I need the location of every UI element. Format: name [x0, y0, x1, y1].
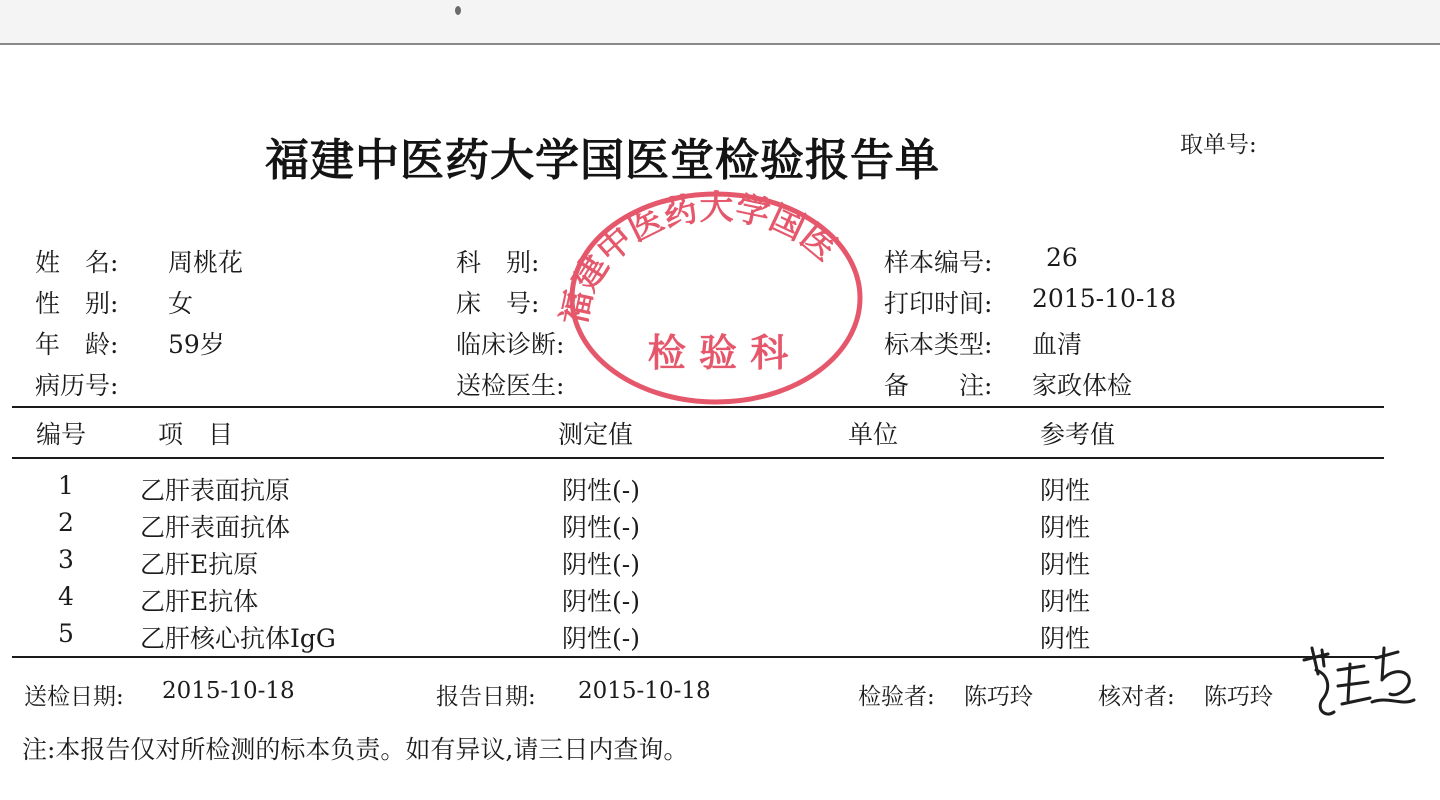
checker-label: 核对者: — [1098, 684, 1175, 710]
referring-doctor-label: 送检医生: — [456, 371, 565, 400]
sample-number-label: 样本编号: — [884, 248, 993, 277]
row-reference: 阴性 — [1040, 587, 1091, 616]
sample-type-label: 标本类型: — [884, 330, 993, 359]
col-header-number: 编号 — [36, 420, 87, 449]
lab-seal-stamp — [548, 180, 868, 410]
table-top-rule — [12, 406, 1384, 408]
bed-number-label: 床 号: — [456, 289, 540, 318]
report-date-label: 报告日期: — [436, 684, 536, 710]
row-value: 阴性(-) — [562, 587, 640, 616]
print-time-value: 2015-10-18 — [1032, 284, 1177, 313]
patient-sex-label: 性 别: — [35, 289, 119, 318]
patient-sex-value: 女 — [168, 289, 194, 318]
medical-record-label: 病历号: — [35, 371, 119, 400]
patient-age-value: 59岁 — [168, 330, 225, 359]
scan-top-band — [0, 0, 1440, 44]
tester-label: 检验者: — [858, 684, 935, 710]
seal-center-text: 检 验 科 — [647, 330, 789, 375]
seal-ring-textpath: 福建中医药大学国医 — [554, 187, 845, 329]
handwritten-signature — [1298, 640, 1418, 730]
send-date-label: 送检日期: — [24, 684, 124, 710]
row-value: 阴性(-) — [562, 550, 640, 579]
row-item: 乙肝表面抗体 — [140, 513, 291, 542]
row-reference: 阴性 — [1040, 513, 1091, 542]
row-number: 5 — [58, 619, 74, 648]
col-header-item: 项 目 — [158, 420, 234, 449]
row-reference: 阴性 — [1040, 624, 1091, 653]
send-date-value: 2015-10-18 — [162, 678, 295, 704]
receipt-number-label: 取单号: — [1180, 132, 1257, 158]
col-header-value: 测定值 — [558, 420, 634, 449]
row-number: 3 — [58, 545, 74, 574]
report-title: 福建中医药大学国医堂检验报告单 — [265, 135, 940, 186]
table-bottom-rule — [12, 656, 1384, 658]
scan-speck — [455, 6, 461, 15]
row-reference: 阴性 — [1040, 550, 1091, 579]
seal-ring-text — [554, 188, 844, 329]
report-date-value: 2015-10-18 — [578, 678, 711, 704]
remark-label: 备 注: — [884, 371, 993, 400]
table-header-rule — [12, 457, 1384, 459]
seal-outer-ring — [572, 194, 860, 402]
remark-value: 家政体检 — [1032, 371, 1133, 400]
sample-type-value: 血清 — [1032, 330, 1083, 359]
row-item: 乙肝核心抗体IgG — [140, 624, 336, 653]
disclaimer-note: 注:本报告仅对所检测的标本负责。如有异议,请三日内查询。 — [22, 735, 689, 764]
row-value: 阴性(-) — [562, 624, 640, 653]
col-header-unit: 单位 — [848, 420, 899, 449]
print-time-label: 打印时间: — [884, 289, 993, 318]
clinical-diagnosis-label: 临床诊断: — [456, 330, 565, 359]
row-item: 乙肝E抗体 — [140, 587, 259, 616]
patient-age-label: 年 龄: — [35, 330, 119, 359]
row-number: 4 — [58, 582, 74, 611]
patient-name-label: 姓 名: — [35, 248, 119, 277]
row-item: 乙肝表面抗原 — [140, 476, 291, 505]
row-reference: 阴性 — [1040, 476, 1091, 505]
tester-value: 陈巧玲 — [964, 684, 1033, 710]
patient-name-value: 周桃花 — [168, 248, 244, 277]
row-number: 1 — [58, 471, 74, 500]
row-value: 阴性(-) — [562, 476, 640, 505]
scan-top-edge-line — [0, 43, 1440, 45]
department-label: 科 别: — [456, 248, 540, 277]
row-value: 阴性(-) — [562, 513, 640, 542]
col-header-reference: 参考值 — [1040, 420, 1116, 449]
checker-value: 陈巧玲 — [1204, 684, 1273, 710]
row-item: 乙肝E抗原 — [140, 550, 259, 579]
row-number: 2 — [58, 508, 74, 537]
sample-number-value: 26 — [1046, 243, 1078, 272]
